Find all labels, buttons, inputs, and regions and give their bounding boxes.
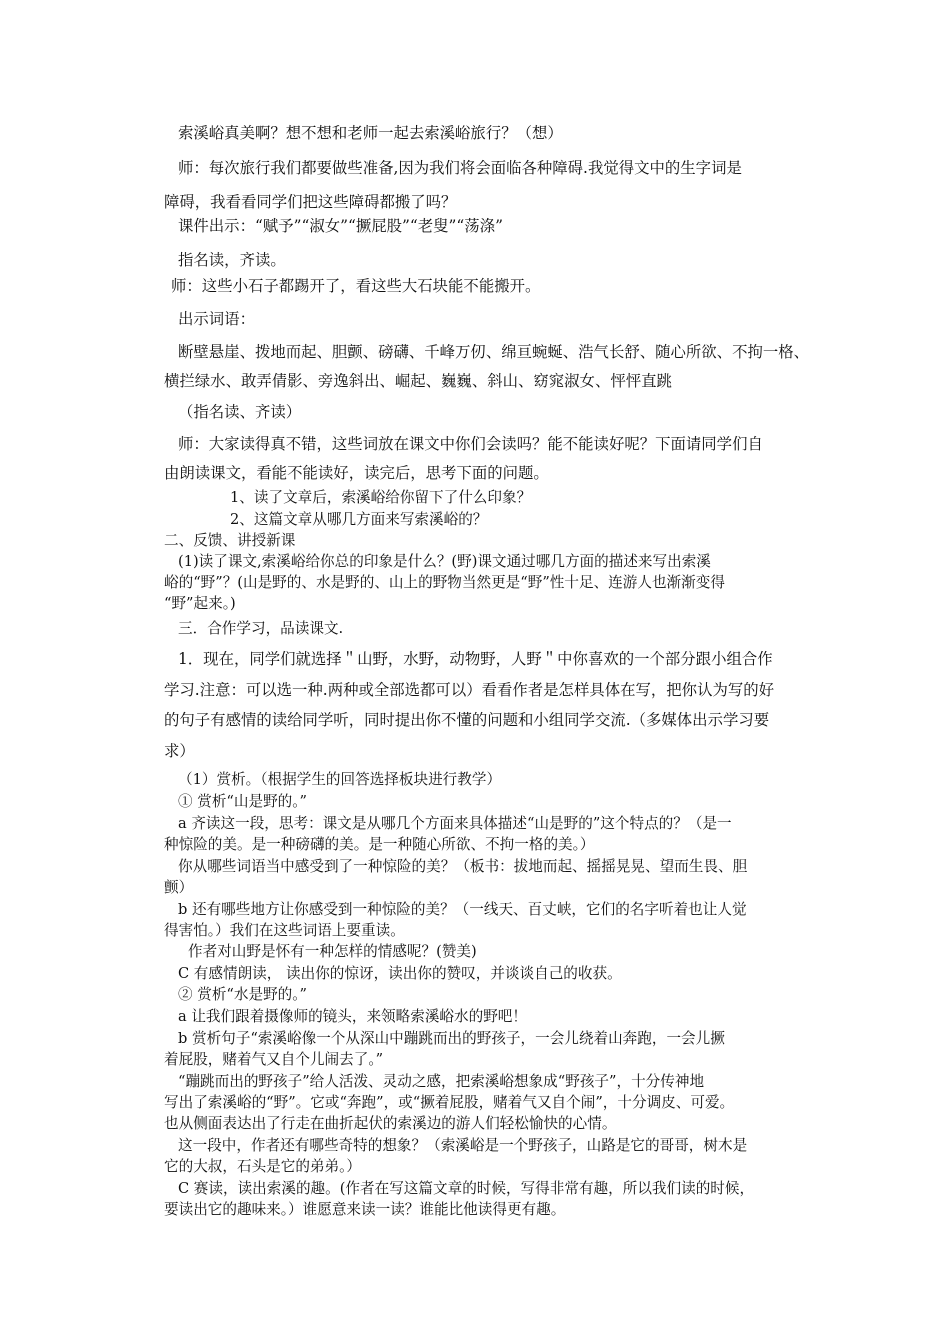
text-line: 要读出它的趣味来。）谁愿意来读一读？谁能比他读得更有趣。	[164, 1201, 566, 1218]
text-line: 障碍，我看看同学们把这些障碍都搬了吗？	[164, 193, 457, 211]
text-line: C 赛读，读出索溪的趣。(作者在写这篇文章的时候，写得非常有趣，所以我们读的时候，	[178, 1180, 755, 1197]
text-line: 也从侧面表达出了行走在曲折起伏的索溪边的游人们轻松愉快的心情。	[164, 1115, 617, 1132]
text-line: 指名读，齐读。	[178, 251, 286, 269]
text-line: 课件出示：“赋予”“淑女”“撅屁股”“老叟”“荡涤”	[178, 217, 503, 235]
sub-heading: ② 赏析“水是野的。”	[178, 986, 308, 1003]
question-item: 2、这篇文章从哪几方面来写索溪峪的？	[230, 511, 488, 528]
text-line: 你从哪些词语当中感受到了一种惊险的美？（板书：拔地而起、摇摇晃晃、望而生畏、胆	[178, 858, 748, 875]
text-line: 横拦绿水、敢弄倩影、旁逸斜出、崛起、巍巍、斜山、窈窕淑女、怦怦直跳	[164, 372, 672, 390]
text-line: 的句子有感情的读给同学听，同时提出你不懂的问题和小组同学交流.（多媒体出示学习要	[164, 711, 770, 729]
text-line: 由朗读课文，看能不能读好，读完后，思考下面的问题。	[164, 464, 549, 482]
section-heading: 二、反馈、讲授新课	[164, 532, 296, 549]
text-line: “蹦跳而出的野孩子”给人活泼、灵动之感，把索溪峪想象成“野孩子”，十分传神地	[178, 1073, 705, 1090]
text-line: 种惊险的美。是一种磅礴的美。是一种随心所欲、不拘一格的美。）	[164, 836, 595, 853]
text-line: 索溪峪真美啊？想不想和老师一起去索溪峪旅行？（想）	[178, 124, 563, 142]
text-line: （1）赏析。（根据学生的回答选择板块进行教学）	[178, 771, 502, 788]
text-line: 断壁悬崖、拨地而起、胆颤、磅礴、千峰万仞、绵亘蜿蜒、浩气长舒、随心所欲、不拘一格、	[178, 343, 810, 361]
text-line: (1)读了课文,索溪峪给你总的印象是什么？(野)课文通过哪几方面的描述来写出索溪	[178, 553, 711, 570]
text-line: C 有感情朗读， 读出你的惊讶，读出你的赞叹，并谈谈自己的收获。	[178, 965, 622, 982]
text-line: 颤）	[164, 879, 194, 896]
text-line: 师：每次旅行我们都要做些准备,因为我们将会面临各种障碍.我觉得文中的生字词是	[178, 159, 742, 177]
text-line: 师：这些小石子都踢开了，看这些大石块能不能搬开。	[171, 277, 541, 295]
text-line: 作者对山野是怀有一种怎样的情感呢？(赞美)	[188, 943, 477, 960]
text-line: 1．现在，同学们就选择＂山野，水野，动物野，人野＂中你喜欢的一个部分跟小组合作	[178, 650, 773, 668]
text-line: b 赏析句子“索溪峪像一个从深山中蹦跳而出的野孩子，一会儿绕着山奔跑，一会儿撅	[178, 1030, 725, 1047]
text-line: 峪的“野”？(山是野的、水是野的、山上的野物当然更是“野”性十足、连游人也渐渐变得	[164, 574, 725, 591]
text-line: （指名读、齐读）	[178, 403, 302, 421]
text-line: 它的大叔，石头是它的弟弟。）	[164, 1158, 362, 1175]
text-line: a 让我们跟着摄像师的镜头，来领略索溪峪水的野吧！	[178, 1008, 527, 1025]
text-line: 学习.注意：可以选一种.两种或全部选都可以）看看作者是怎样具体在写，把你认为写的好	[164, 681, 775, 699]
question-item: 1、读了文章后，索溪峪给你留下了什么印象？	[230, 489, 532, 506]
text-line: 出示词语：	[178, 310, 255, 328]
text-line: 着屁股，赌着气又自个儿闹去了。”	[164, 1051, 384, 1068]
text-line: 这一段中，作者还有哪些奇特的想象？（索溪峪是一个野孩子，山路是它的哥哥，树木是	[178, 1137, 748, 1154]
section-heading: 三．合作学习，品读课文.	[178, 620, 344, 637]
text-line: 写出了索溪峪的“野”。它或“奔跑”，或“撅着屁股，赌着气又自个闹”，十分调皮、可爱。	[164, 1094, 735, 1111]
sub-heading: ① 赏析“山是野的。”	[178, 793, 308, 810]
text-line: 师：大家读得真不错，这些词放在课文中你们会读吗？能不能读好呢？下面请同学们自	[178, 435, 763, 453]
text-line: b 还有哪些地方让你感受到一种惊险的美？（一线天、百丈峡，它们的名字听着也让人觉	[178, 901, 747, 918]
text-line: “野”起来。)	[164, 595, 236, 612]
text-line: 得害怕。）我们在这些词语上要重读。	[164, 922, 405, 939]
text-line: a 齐读这一段，思考：课文是从哪几个方面来具体描述“山是野的”这个特点的？（是一	[178, 815, 732, 832]
text-line: 求）	[164, 742, 195, 760]
